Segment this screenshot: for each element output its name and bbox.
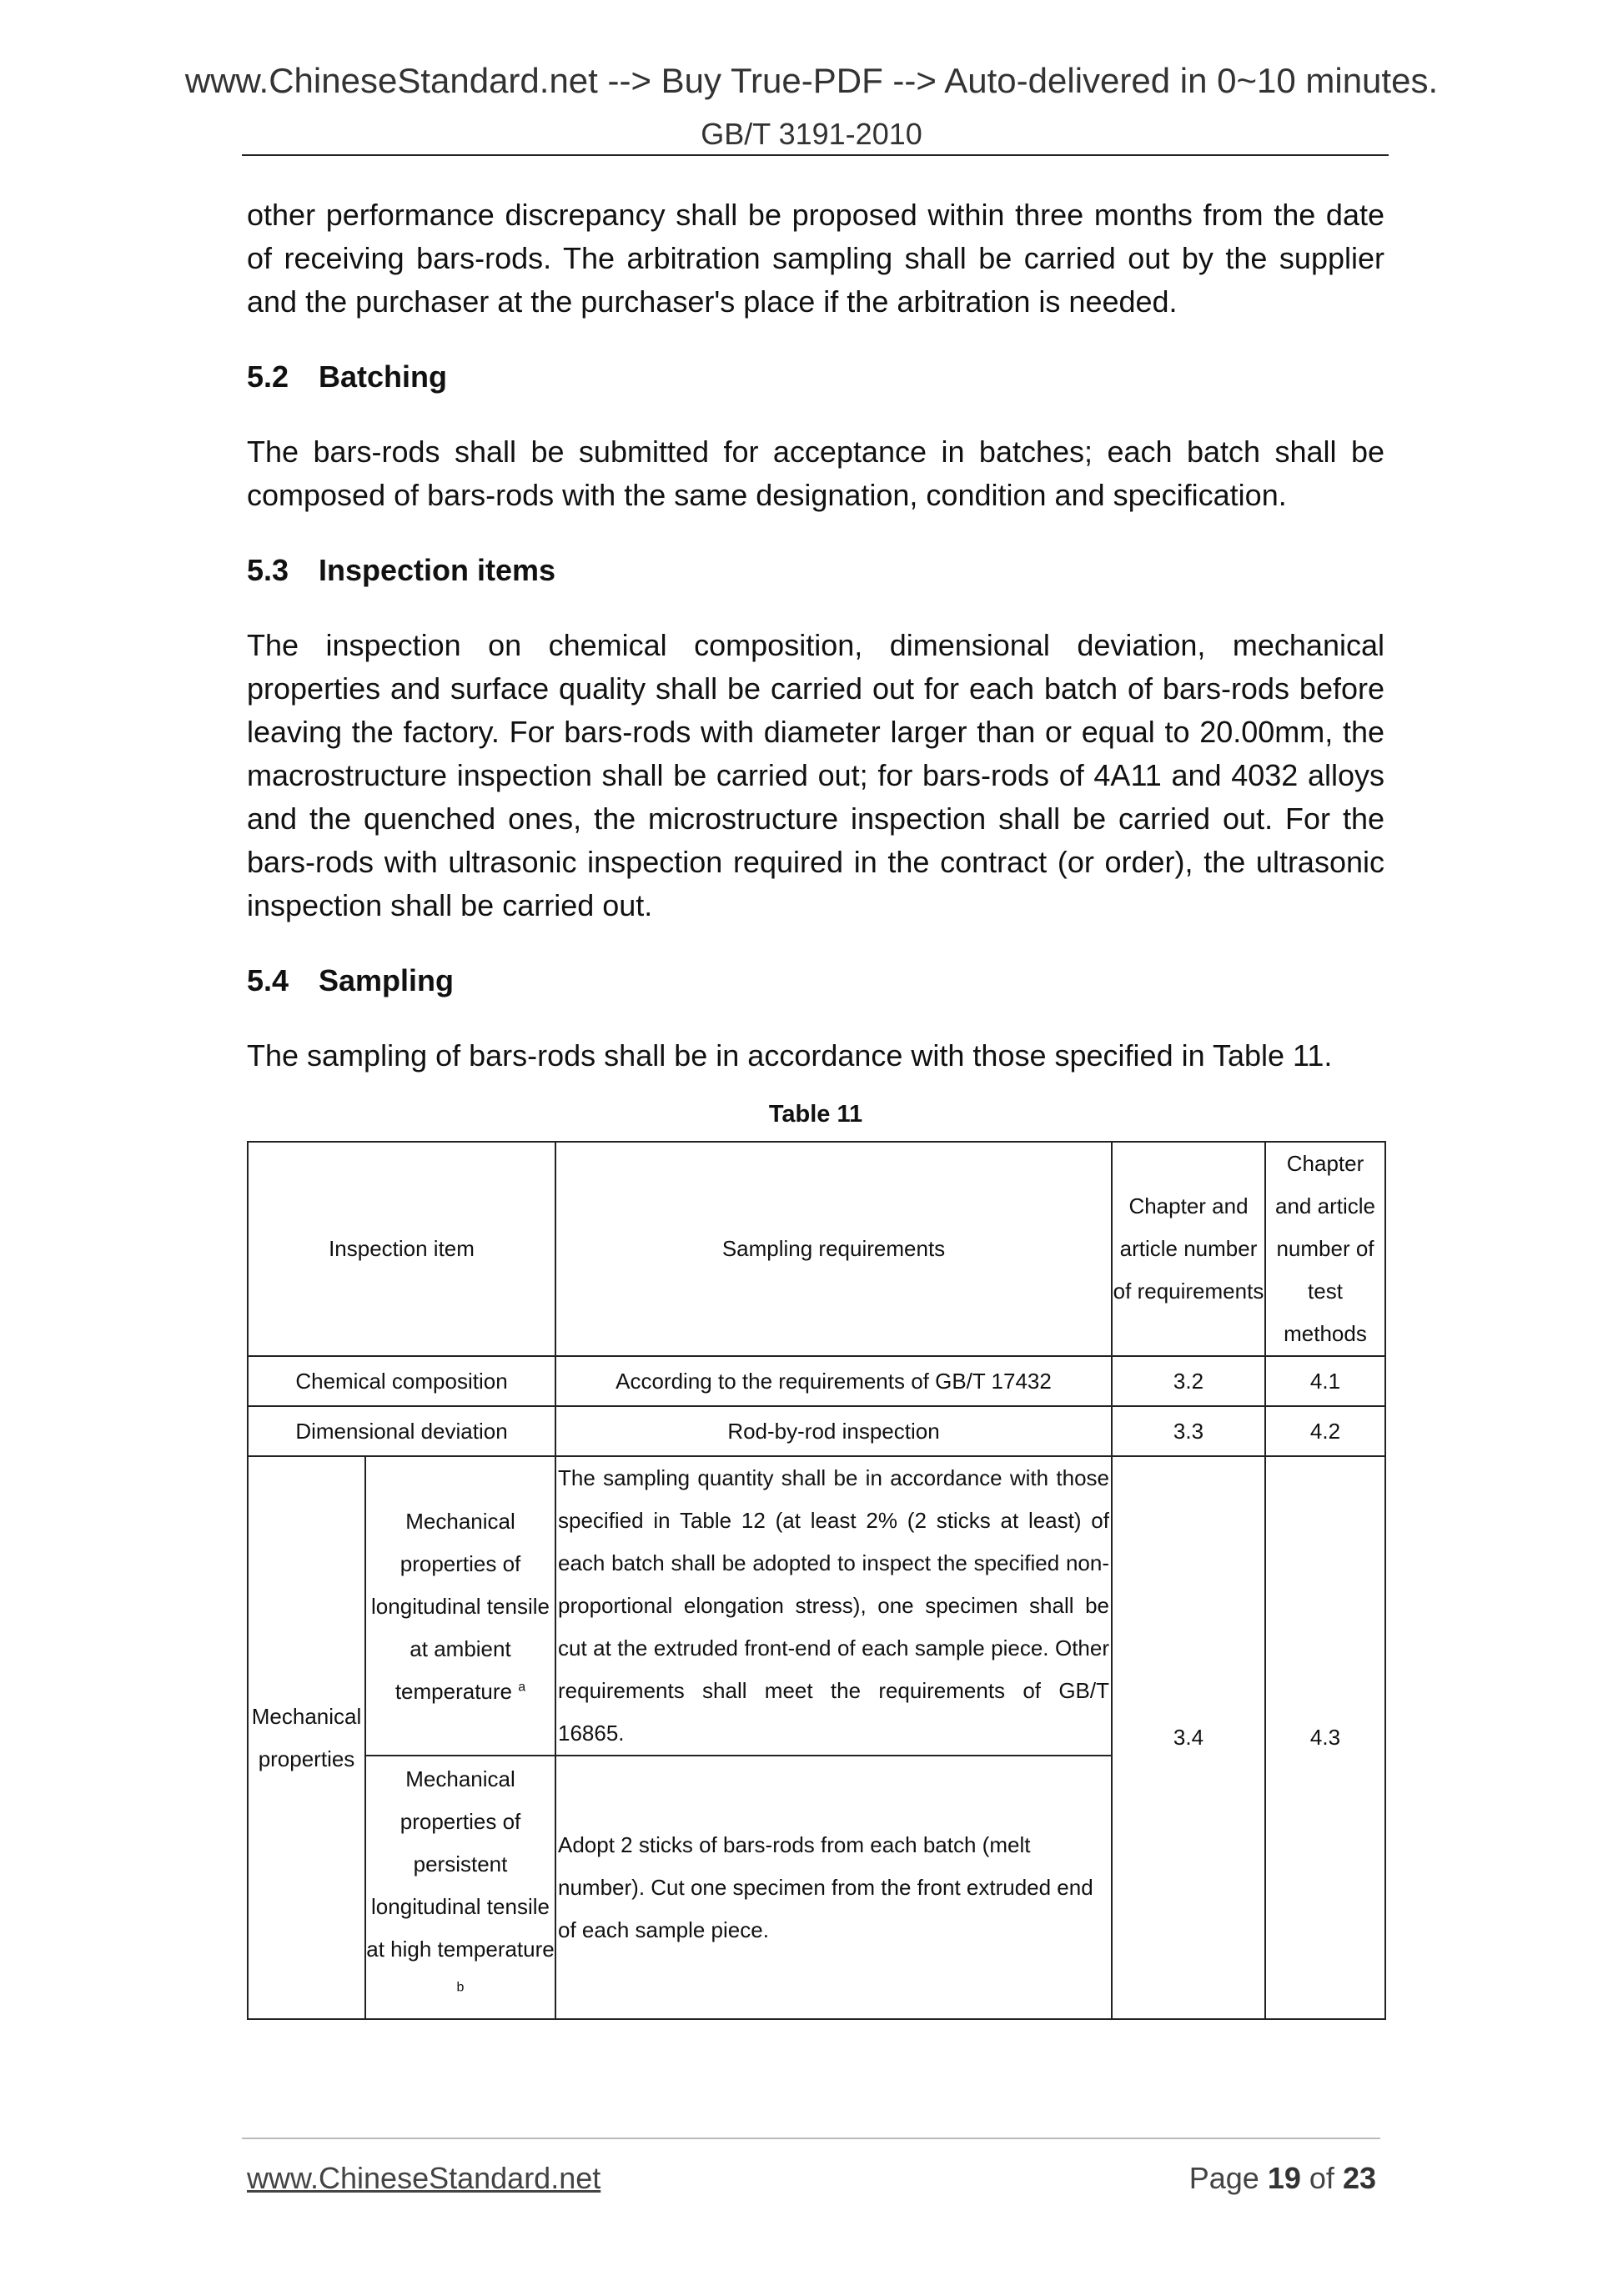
standard-number: GB/T 3191-2010 <box>701 117 922 151</box>
ambient-item-text: Mechanical properties of longitudinal tensile at ambient temperature <box>371 1509 550 1704</box>
section-5-2-heading <box>247 355 1384 399</box>
section-title: Inspection items <box>319 553 556 587</box>
page-indicator <box>1189 2161 1376 2196</box>
section-number: 5.2 <box>247 359 289 394</box>
cell-group-mechanical: Mechanical properties <box>248 1456 365 2019</box>
total-pages-number: 23 <box>1342 2161 1376 2195</box>
table-header-row <box>248 1142 1385 1356</box>
table-row <box>248 1406 1385 1456</box>
sampling-table <box>247 1141 1386 2020</box>
section-5-3-heading <box>247 549 1384 592</box>
section-number: 5.3 <box>247 553 289 587</box>
cell-item-ambient <box>365 1456 555 1756</box>
page-of-label: of <box>1309 2161 1334 2195</box>
cell-req: 3.2 <box>1112 1356 1265 1406</box>
cell-item: Chemical composition <box>248 1356 555 1406</box>
section-5-2-paragraph: The bars-rods shall be submitted for acceptance in batches; each batch shall be composed of bars-rods with the same designation, condition and specification. <box>247 435 1384 512</box>
header-sampling-requirements: Sampling requirements <box>555 1142 1112 1356</box>
cell-item: Dimensional deviation <box>248 1406 555 1456</box>
header-banner: www.ChineseStandard.net --> Buy True-PDF --> Auto-delivered in 0~10 minutes. <box>184 61 1439 100</box>
cell-sampling-ambient: The sampling quantity shall be in accordance with those specified in Table 12 (at least 2% (2 sticks at least) of each batch shall be adopted to inspect the specified non-proportional elongation stress), one specimen shall be cut at the extruded front-end of each sample piece. Other requirements shall meet the requirements of GB/T 16865. <box>555 1456 1112 1756</box>
header-test-article: Chapter and article number of test methods <box>1265 1142 1385 1356</box>
high-item-text: Mechanical properties of persistent longitudinal tensile at high temperature <box>366 1766 555 1962</box>
header-inspection-item: Inspection item <box>248 1142 555 1356</box>
cell-item-high <box>365 1756 555 2019</box>
cell-test: 4.2 <box>1265 1406 1385 1456</box>
cell-sampling: Rod-by-rod inspection <box>555 1406 1112 1456</box>
page-label: Page <box>1188 2161 1259 2195</box>
header-requirement-article: Chapter and article number of requirements <box>1112 1142 1265 1356</box>
section-title: Batching <box>319 359 448 394</box>
website-link[interactable]: www.ChineseStandard.net <box>247 2161 601 2195</box>
section-5-3-paragraph: The inspection on chemical composition, dimensional deviation, mechanical properties and surface quality shall be carried out for each batch of bars-rods before leaving the factory. For bars-rods with diameter larger than or equal to 20.00mm, the macrostructure inspection shall be carried out; for bars-rods of 4A11 and 4032 alloys and the quenched ones, the microstructure inspection shall be carried out. For the bars-rods with ultrasonic inspection required in the contract (or order), the ultrasonic inspection shall be carried out. <box>247 628 1384 922</box>
section-5-4-paragraph: The sampling of bars-rods shall be in accordance with those specified in Table 11. <box>247 1038 1333 1073</box>
section-5-4-heading <box>247 959 1384 1002</box>
table-caption: Table 11 <box>768 1101 863 1128</box>
cell-test: 4.1 <box>1265 1356 1385 1406</box>
cell-sampling-high: Adopt 2 sticks of bars-rods from each batch (melt number). Cut one specimen from the front extruded end of each sample piece. <box>555 1756 1112 2019</box>
section-title: Sampling <box>319 963 455 997</box>
cell-req: 3.4 <box>1112 1456 1265 2019</box>
table-row <box>248 1356 1385 1406</box>
footer-divider <box>242 2138 1380 2139</box>
footnote-marker: b <box>456 1980 465 1995</box>
table-row <box>248 1456 1385 1756</box>
cell-sampling: According to the requirements of GB/T 17432 <box>555 1356 1112 1406</box>
page-content <box>247 193 1384 2020</box>
section-number: 5.4 <box>247 963 289 997</box>
footnote-marker: a <box>518 1680 526 1695</box>
current-page-number: 19 <box>1267 2161 1301 2195</box>
intro-paragraph: other performance discrepancy shall be proposed within three months from the date of receiving bars-rods. The arbitration sampling shall be carried out by the supplier and the purchaser at the purchaser's place if the arbitration is needed. <box>247 198 1384 319</box>
cell-req: 3.3 <box>1112 1406 1265 1456</box>
cell-test: 4.3 <box>1265 1456 1385 2019</box>
header-divider <box>242 154 1389 156</box>
